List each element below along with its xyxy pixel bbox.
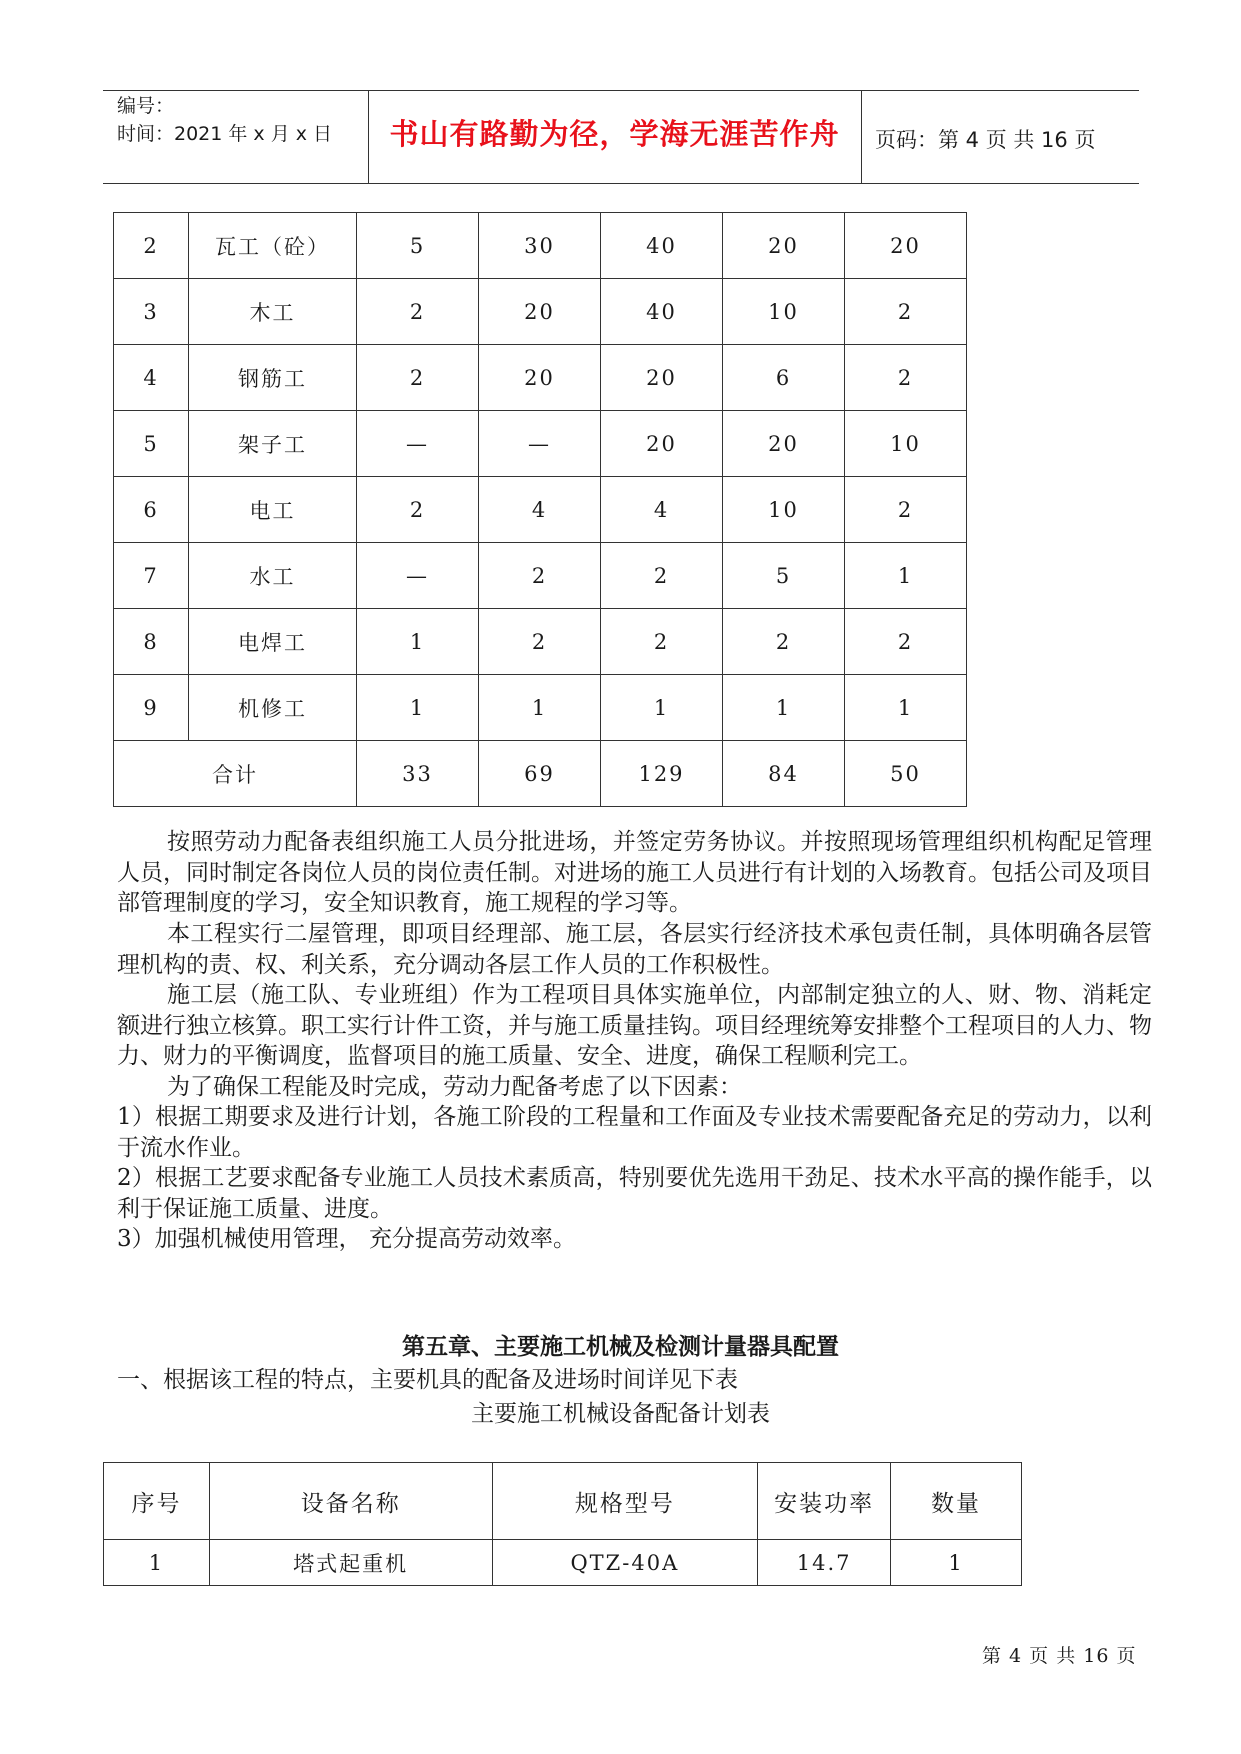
row-value: 30 [479, 213, 601, 279]
row-trade: 架子工 [189, 411, 357, 477]
cell: 14.7 [758, 1540, 891, 1586]
header-top-rule [103, 90, 1139, 91]
equipment-table [103, 1462, 1022, 1586]
row-value: 10 [723, 477, 845, 543]
row-value: 4 [601, 477, 723, 543]
paragraph: 3）加强机械使用管理， 充分提高劳动效率。 [117, 1226, 576, 1252]
total-value: 33 [357, 741, 479, 807]
row-trade: 钢筋工 [189, 345, 357, 411]
column-header: 序号 [104, 1463, 210, 1540]
table-row [114, 543, 967, 609]
row-value: 2 [845, 477, 967, 543]
paragraph: 施工层（施工队、专业班组）作为工程项目具体实施单位，内部制定独立的人、财、物、消耗定额进行独立核算。职工实行计件工资，并与施工质量挂钩。项目经理统筹安排整个工程项目的人力、物力、财力的平衡调度，监督项目的施工质量、安全、进度，确保工程顺利完工。 [117, 982, 1152, 1069]
chapter-title: 第五章、主要施工机械及检测计量器具配置 [402, 1334, 839, 1360]
paragraph: 2）根据工艺要求配备专业施工人员技术素质高，特别要优先选用干劲足、技术水平高的操作能手，以利于保证施工质量、进度。 [117, 1165, 1152, 1222]
cell: QTZ-40A [492, 1540, 758, 1586]
header-page-info: 页码：第 4 页 共 16 页 [875, 128, 1096, 152]
header-serial: 编号： [117, 95, 175, 117]
row-value: 40 [601, 213, 723, 279]
row-value: 1 [357, 675, 479, 741]
row-no: 6 [114, 477, 189, 543]
table-row [114, 477, 967, 543]
row-value: 20 [723, 213, 845, 279]
row-value: 1 [357, 609, 479, 675]
row-value: 20 [479, 279, 601, 345]
table-row [114, 345, 967, 411]
total-value: 84 [723, 741, 845, 807]
row-value: — [357, 411, 479, 477]
row-trade: 电工 [189, 477, 357, 543]
cell: 1 [891, 1540, 1022, 1586]
table-row [114, 411, 967, 477]
row-value: — [479, 411, 601, 477]
header-divider-right [861, 90, 862, 183]
total-label: 合计 [114, 741, 357, 807]
row-no: 9 [114, 675, 189, 741]
row-no: 4 [114, 345, 189, 411]
row-trade: 瓦工（砼） [189, 213, 357, 279]
row-value: 1 [723, 675, 845, 741]
total-value: 69 [479, 741, 601, 807]
paragraph: 按照劳动力配备表组织施工人员分批进场，并签定劳务协议。并按照现场管理组织机构配足管理人员，同时制定各岗位人员的岗位责任制。对进场的施工人员进行有计划的入场教育。包括公司及项目部管理制度的学习，安全知识教育，施工规程的学习等。 [117, 829, 1152, 916]
table-header-row [104, 1463, 1022, 1540]
page-footer: 第 4 页 共 16 页 [982, 1645, 1137, 1667]
header-time: 时间：2021 年 x 月 x 日 [117, 123, 333, 145]
table-caption: 主要施工机械设备配备计划表 [471, 1401, 770, 1427]
row-no: 5 [114, 411, 189, 477]
row-value: 5 [357, 213, 479, 279]
row-value: 2 [357, 279, 479, 345]
table-row [104, 1540, 1022, 1586]
row-no: 7 [114, 543, 189, 609]
total-value: 50 [845, 741, 967, 807]
row-value: 2 [479, 609, 601, 675]
row-value: 2 [601, 609, 723, 675]
row-value: 1 [479, 675, 601, 741]
row-value: 10 [723, 279, 845, 345]
row-value: 2 [845, 345, 967, 411]
row-value: 2 [357, 345, 479, 411]
row-value: 1 [601, 675, 723, 741]
table-row [114, 675, 967, 741]
header-meta [117, 92, 332, 148]
row-value: 2 [479, 543, 601, 609]
row-value: 1 [845, 675, 967, 741]
table-row [114, 609, 967, 675]
column-header: 安装功率 [758, 1463, 891, 1540]
row-value: 2 [845, 279, 967, 345]
row-value: 2 [601, 543, 723, 609]
row-no: 8 [114, 609, 189, 675]
column-header: 规格型号 [492, 1463, 758, 1540]
labor-table [113, 212, 967, 807]
row-value: 20 [601, 411, 723, 477]
row-value: 4 [479, 477, 601, 543]
row-value: 40 [601, 279, 723, 345]
row-value: 2 [723, 609, 845, 675]
table-row [114, 213, 967, 279]
paragraph: 本工程实行二屋管理，即项目经理部、施工层，各层实行经济技术承包责任制，具体明确各层管理机构的责、权、利关系，充分调动各层工作人员的工作积极性。 [117, 921, 1152, 978]
row-value: 10 [845, 411, 967, 477]
paragraph: 1）根据工期要求及进行计划，各施工阶段的工程量和工作面及专业技术需要配备充足的劳动力，以利于流水作业。 [117, 1104, 1152, 1161]
row-no: 2 [114, 213, 189, 279]
table-row [114, 279, 967, 345]
row-value: 6 [723, 345, 845, 411]
row-value: 20 [723, 411, 845, 477]
row-trade: 电焊工 [189, 609, 357, 675]
row-trade: 机修工 [189, 675, 357, 741]
paragraph: 为了确保工程能及时完成，劳动力配备考虑了以下因素： [167, 1074, 742, 1100]
row-value: 20 [479, 345, 601, 411]
row-value: 1 [845, 543, 967, 609]
table-total-row [114, 741, 967, 807]
header-motto: 书山有路勤为径，学海无涯苦作舟 [389, 117, 840, 151]
column-header: 数量 [891, 1463, 1022, 1540]
row-value: 5 [723, 543, 845, 609]
section-heading: 一、根据该工程的特点，主要机具的配备及进场时间详见下表 [117, 1367, 738, 1393]
row-trade: 木工 [189, 279, 357, 345]
row-value: 20 [601, 345, 723, 411]
row-value: 20 [845, 213, 967, 279]
row-value: — [357, 543, 479, 609]
column-header: 设备名称 [209, 1463, 492, 1540]
row-no: 3 [114, 279, 189, 345]
header-bottom-rule [103, 183, 1139, 184]
row-value: 2 [845, 609, 967, 675]
cell: 1 [104, 1540, 210, 1586]
cell: 塔式起重机 [209, 1540, 492, 1586]
row-trade: 水工 [189, 543, 357, 609]
total-value: 129 [601, 741, 723, 807]
row-value: 2 [357, 477, 479, 543]
